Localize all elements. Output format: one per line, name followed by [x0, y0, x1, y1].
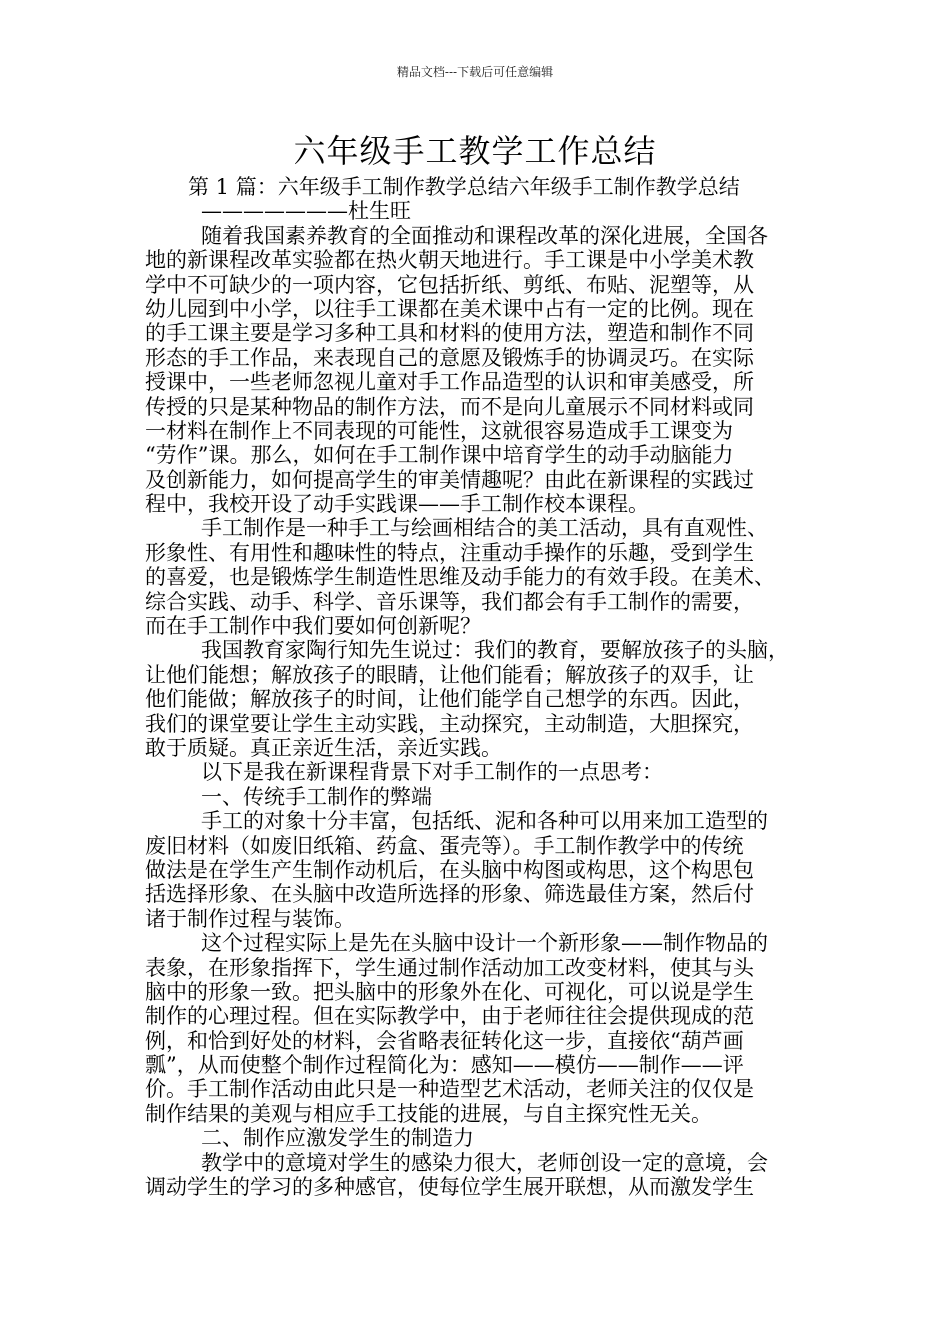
- text-line: 制作的心理过程。但在实际教学中，由于老师往往会提供现成的范: [145, 1004, 754, 1029]
- text-line: 敢于质疑。真正亲近生活，亲近实践。: [145, 735, 502, 760]
- text-line: 程中，我校开设了动手实践课——手工制作校本课程。: [145, 492, 649, 517]
- text-line: 幼儿园到中小学，以往手工课都在美术课中占有一定的比例。现在: [145, 296, 754, 321]
- text-line: 的喜爱，也是锻炼学生制造性思维及动手能力的有效手段。在美术、: [145, 565, 775, 590]
- document-title: 六年级手工教学工作总结: [293, 132, 657, 170]
- subtitle: 第 1 篇：六年级手工制作教学总结六年级手工制作教学总结: [188, 175, 740, 199]
- text-line: 调动学生的学习的多种感官，使每位学生展开联想，从而激发学生: [145, 1175, 754, 1200]
- text-line: 随着我国素养教育的全面推动和课程改革的深化进展，全国各: [201, 223, 768, 248]
- text-line: “劳作”课。那么，如何在手工制作课中培育学生的动手动脑能力: [145, 443, 734, 468]
- text-line: 形态的手工作品，来表现自己的意愿及锻炼手的协调灵巧。在实际: [145, 345, 754, 370]
- text-line: 以下是我在新课程背景下对手工制作的一点思考：: [201, 760, 663, 785]
- text-line: 传授的只是某种物品的制作方法，而不是向儿童展示不同材料或同: [145, 394, 754, 419]
- text-line: 他们能做；解放孩子的时间，让他们能学自己想学的东西。因此，: [145, 687, 754, 712]
- text-line: 诸于制作过程与装饰。: [145, 906, 355, 931]
- text-line: 一材料在制作上不同表现的可能性，这就很容易造成手工课变为: [145, 418, 733, 443]
- author-line: ———————杜生旺: [201, 199, 411, 224]
- text-line: 让他们能想；解放孩子的眼睛，让他们能看；解放孩子的双手，让: [145, 662, 754, 687]
- text-line: 我国教育家陶行知先生说过：我们的教育，要解放孩子的头脑，: [201, 638, 789, 663]
- header-note: 精品文档---下载后可任意编辑: [396, 65, 554, 79]
- text-line: 脑中的形象一致。把头脑中的形象外在化、可视化，可以说是学生: [145, 979, 754, 1004]
- text-line: 手工的对象十分丰富，包括纸、泥和各种可以用来加工造型的: [201, 809, 768, 834]
- text-line: 做法是在学生产生制作动机后，在头脑中构图或构思，这个构思包: [145, 857, 754, 882]
- text-line: 及创新能力，如何提高学生的审美情趣呢？由此在新课程的实践过: [145, 467, 754, 492]
- text-line: 授课中，一些老师忽视儿童对手工作品造型的认识和审美感受，所: [145, 370, 754, 395]
- text-line: 括选择形象、在头脑中改造所选择的形象、筛选最佳方案，然后付: [145, 882, 754, 907]
- text-line: 废旧材料（如废旧纸箱、药盒、蛋壳等）。手工制作教学中的传统: [145, 833, 744, 858]
- text-line: 学中不可缺少的一项内容，它包括折纸、剪纸、布贴、泥塑等，从: [145, 272, 754, 297]
- text-line: 综合实践、动手、科学、音乐课等，我们都会有手工制作的需要，: [145, 589, 754, 614]
- text-line: 制作结果的美观与相应手工技能的进展，与自主探究性无关。: [145, 1101, 712, 1126]
- text-line: 的手工课主要是学习多种工具和材料的使用方法，塑造和制作不同: [145, 321, 754, 346]
- text-line: 我们的课堂要让学生主动实践，主动探究，主动制造，大胆探究，: [145, 711, 754, 736]
- text-line: 例，和恰到好处的材料，会省略表征转化这一步，直接依“葫芦画: [145, 1028, 744, 1053]
- document-body: [145, 175, 810, 1199]
- text-line: 地的新课程改革实验都在热火朝天地进行。手工课是中小学美术教: [145, 248, 754, 273]
- text-line: 一、传统手工制作的弊端: [201, 784, 432, 809]
- text-line: 价。手工制作活动由此只是一种造型艺术活动，老师关注的仅仅是: [145, 1077, 754, 1102]
- body-text: [145, 224, 810, 1200]
- text-line: 表象，在形象指挥下，学生通过制作活动加工改变材料，使其与头: [145, 955, 754, 980]
- text-line: 形象性、有用性和趣味性的特点，注重动手操作的乐趣，受到学生: [145, 540, 754, 565]
- text-line: 教学中的意境对学生的感染力很大，老师创设一定的意境，会: [201, 1150, 768, 1175]
- text-line: 这个过程实际上是先在头脑中设计一个新形象——制作物品的: [201, 931, 768, 956]
- text-line: 手工制作是一种手工与绘画相结合的美工活动，具有直观性、: [201, 516, 768, 541]
- text-line: 而在手工制作中我们要如何创新呢？: [145, 614, 481, 639]
- text-line: 二、制作应激发学生的制造力: [201, 1126, 474, 1151]
- text-line: 瓢”，从而使整个制作过程简化为：感知——模仿——制作——评: [145, 1053, 744, 1078]
